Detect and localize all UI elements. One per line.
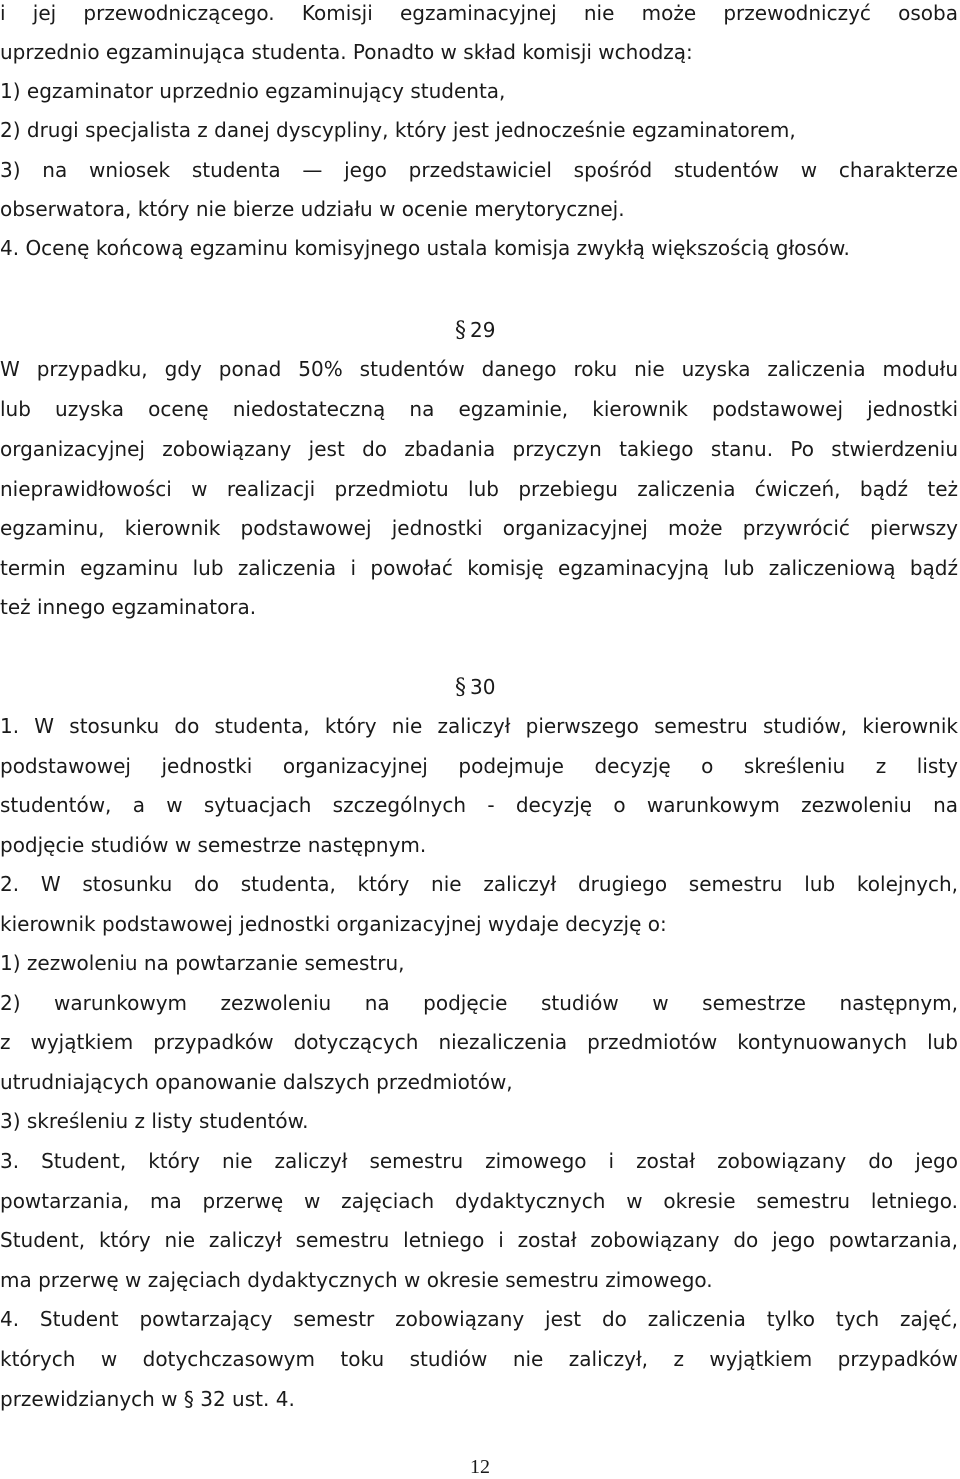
paragraph-line: utrudniających opanowanie dalszych przedmiotów, — [0, 1070, 513, 1094]
paragraph-line: których w dotychczasowym toku studiów nie zaliczył, z wyjątkiem przypadków — [0, 1347, 958, 1371]
paragraph-line: organizacyjnej zobowiązany jest do zbadania przyczyn takiego stanu. Po stwierdzeniu — [0, 437, 958, 461]
section-sign: § — [455, 675, 466, 700]
paragraph-line: nieprawidłowości w realizacji przedmiotu lub przebiegu zaliczenia ćwiczeń, bądź też — [0, 477, 958, 501]
intro-line: obserwatora, który nie bierze udziału w ocenie merytorycznej. — [0, 197, 625, 221]
intro-line: i jej przewodniczącego. Komisji egzaminacyjnej nie może przewodniczyć osoba — [0, 1, 958, 25]
paragraph-line: podjęcie studiów w semestrze następnym. — [0, 833, 427, 857]
paragraph-line: przewidzianych w § 32 ust. 4. — [0, 1387, 295, 1411]
section-heading-30 — [455, 674, 960, 701]
paragraph-line: W przypadku, gdy ponad 50% studentów danego roku nie uzyska zaliczenia modułu — [0, 357, 958, 381]
paragraph-line: lub uzyska ocenę niedostateczną na egzaminie, kierownik podstawowej jednostki — [0, 397, 958, 421]
paragraph-line: 2. W stosunku do studenta, który nie zaliczył drugiego semestru lub kolejnych, — [0, 872, 958, 896]
paragraph-line: 3) skreśleniu z listy studentów. — [0, 1109, 309, 1133]
paragraph-line: też innego egzaminatora. — [0, 595, 257, 619]
paragraph-line: powtarzania, ma przerwę w zajęciach dydaktycznych w okresie semestru letniego. — [0, 1189, 958, 1213]
paragraph-line: egzaminu, kierownik podstawowej jednostki organizacyjnej może przywrócić pierwszy — [0, 516, 958, 540]
section-heading-29 — [455, 317, 960, 344]
intro-line: 2) drugi specjalista z danej dyscypliny, który jest jednocześnie egzaminatorem, — [0, 118, 796, 142]
paragraph-line: studentów, a w sytuacjach szczególnych - decyzję o warunkowym zezwoleniu na — [0, 793, 958, 817]
section-number: 30 — [470, 675, 496, 699]
paragraph-line: Student, który nie zaliczył semestru letniego i został zobowiązany do jego powtarzania, — [0, 1228, 958, 1252]
intro-line: 3) na wniosek studenta — jego przedstawiciel spośród studentów w charakterze — [0, 158, 958, 182]
intro-line: 4. Ocenę końcową egzaminu komisyjnego ustala komisja zwykłą większością głosów. — [0, 236, 850, 260]
paragraph-line: 4. Student powtarzający semestr zobowiązany jest do zaliczenia tylko tych zajęć, — [0, 1307, 958, 1331]
intro-line: 1) egzaminator uprzednio egzaminujący studenta, — [0, 79, 506, 103]
paragraph-line: 1) zezwoleniu na powtarzanie semestru, — [0, 951, 405, 975]
paragraph-line: 2) warunkowym zezwoleniu na podjęcie studiów w semestrze następnym, — [0, 991, 958, 1015]
paragraph-line: z wyjątkiem przypadków dotyczących niezaliczenia przedmiotów kontynuowanych lub — [0, 1030, 958, 1054]
paragraph-line: podstawowej jednostki organizacyjnej podejmuje decyzję o skreśleniu z listy — [0, 754, 958, 778]
paragraph-line: 3. Student, który nie zaliczył semestru zimowego i został zobowiązany do jego — [0, 1149, 958, 1173]
section-sign: § — [455, 318, 466, 343]
page-number: 12 — [470, 1456, 490, 1478]
paragraph-line: kierownik podstawowej jednostki organizacyjnej wydaje decyzję o: — [0, 912, 667, 936]
section-number: 29 — [470, 318, 496, 342]
paragraph-line: 1. W stosunku do studenta, który nie zaliczył pierwszego semestru studiów, kierownik — [0, 714, 958, 738]
paragraph-line: termin egzaminu lub zaliczenia i powołać komisję egzaminacyjną lub zaliczeniową bądź — [0, 556, 958, 580]
paragraph-line: ma przerwę w zajęciach dydaktycznych w okresie semestru zimowego. — [0, 1268, 713, 1292]
intro-line: uprzednio egzaminująca studenta. Ponadto w skład komisji wchodzą: — [0, 40, 693, 64]
